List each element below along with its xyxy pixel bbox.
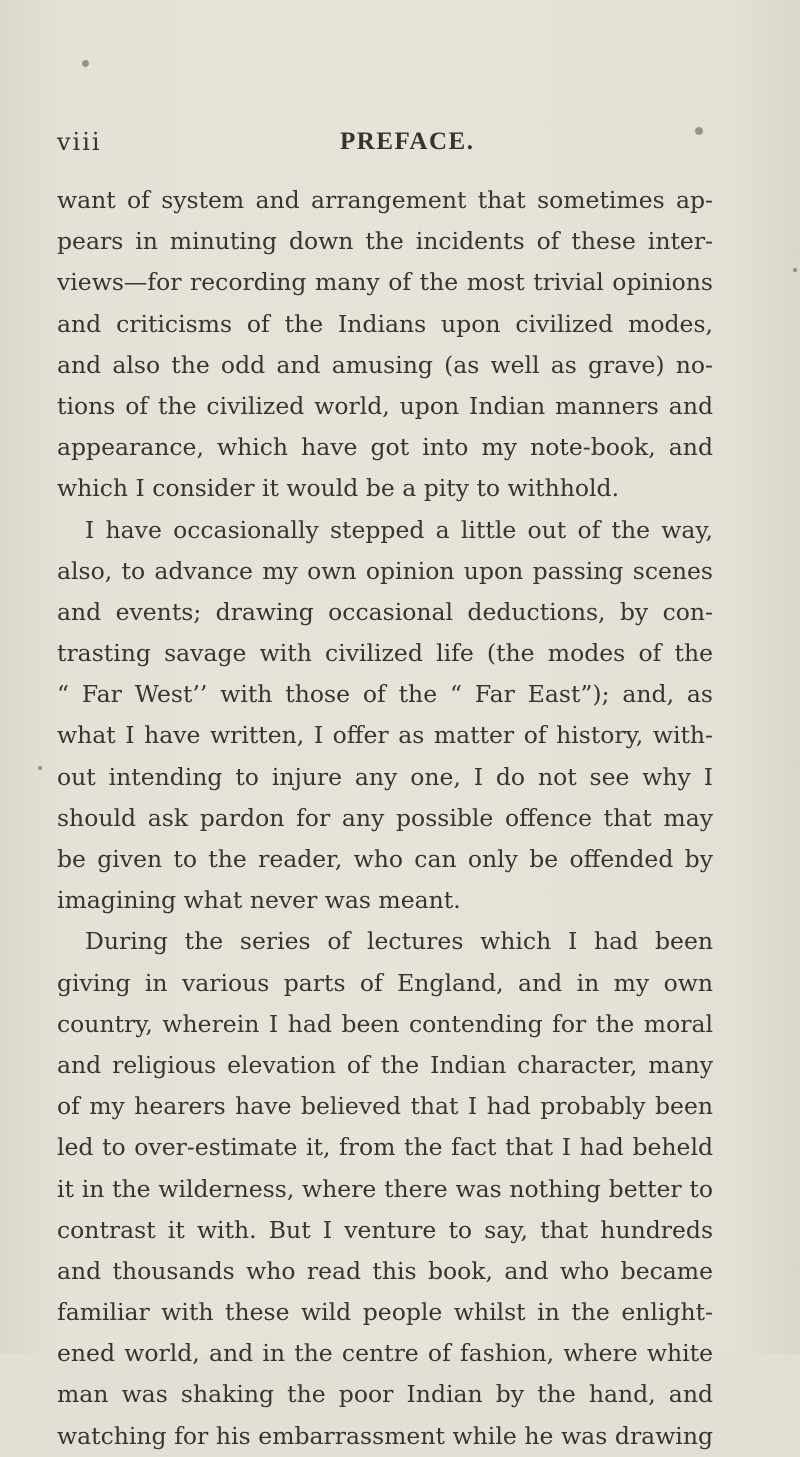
text-line: watching for his embarrassment while he was drawing [57, 1421, 713, 1450]
text-line: contrast it with. But I venture to say, that hundreds [57, 1215, 713, 1244]
body-text [57, 180, 713, 1457]
text-line: of my hearers have believed that I had probably been [57, 1092, 713, 1121]
text-line: also, to advance my own opinion upon passing scenes [57, 556, 713, 585]
text-line: During the series of lectures which I had been [85, 927, 713, 956]
text-line: what I have written, I offer as matter of history, with- [57, 721, 713, 750]
ink-speck [38, 766, 42, 770]
text-line: giving in various parts of England, and in my own [57, 968, 713, 997]
text-line: be given to the reader, who can only be offended by [57, 845, 713, 873]
ink-speck [82, 60, 89, 67]
text-line: appearance, which have got into my note-book, and [57, 433, 713, 462]
text-line: pears in minuting down the incidents of these inter- [57, 227, 713, 256]
text-line: imagining what never was meant. [57, 886, 461, 915]
text-line: I have occasionally stepped a little out of the way, [85, 515, 713, 544]
text-line: and religious elevation of the Indian character, many [57, 1050, 713, 1079]
page-header [0, 128, 800, 168]
text-line: views—for recording many of the most trivial opinions [57, 268, 713, 297]
text-line: out intending to injure any one, I do not see why I [57, 762, 713, 791]
text-line: and criticisms of the Indians upon civilized modes, [57, 309, 713, 338]
text-line: it in the wilderness, where there was nothing better to [57, 1174, 713, 1203]
text-line: trasting savage with civilized life (the modes of the [57, 639, 713, 668]
text-line: and events; drawing occasional deductions, by con- [57, 597, 713, 626]
text-line: and also the odd and amusing (as well as grave) no- [57, 350, 713, 379]
text-line: country, wherein I had been contending for the moral [57, 1009, 713, 1038]
text-line: tions of the civilized world, upon Indian manners and [57, 391, 713, 420]
page-number: viii [57, 128, 102, 156]
running-title: PREFACE. [340, 128, 475, 155]
text-line: and thousands who read this book, and who became [57, 1256, 713, 1285]
text-line: man was shaking the poor Indian by the hand, and [57, 1380, 713, 1409]
text-line: familiar with these wild people whilst in the enlight- [57, 1298, 713, 1327]
ink-speck [793, 268, 797, 272]
text-line: should ask pardon for any possible offence that may [57, 803, 713, 832]
text-line: “ Far West’’ with those of the “ Far East”); and, as [57, 680, 713, 709]
text-line: which I consider it would be a pity to withhold. [57, 474, 620, 503]
text-line: want of system and arrangement that sometimes ap- [57, 186, 713, 214]
text-line: led to over-estimate it, from the fact that I had beheld [57, 1133, 713, 1162]
text-line: ened world, and in the centre of fashion, where white [57, 1339, 713, 1368]
